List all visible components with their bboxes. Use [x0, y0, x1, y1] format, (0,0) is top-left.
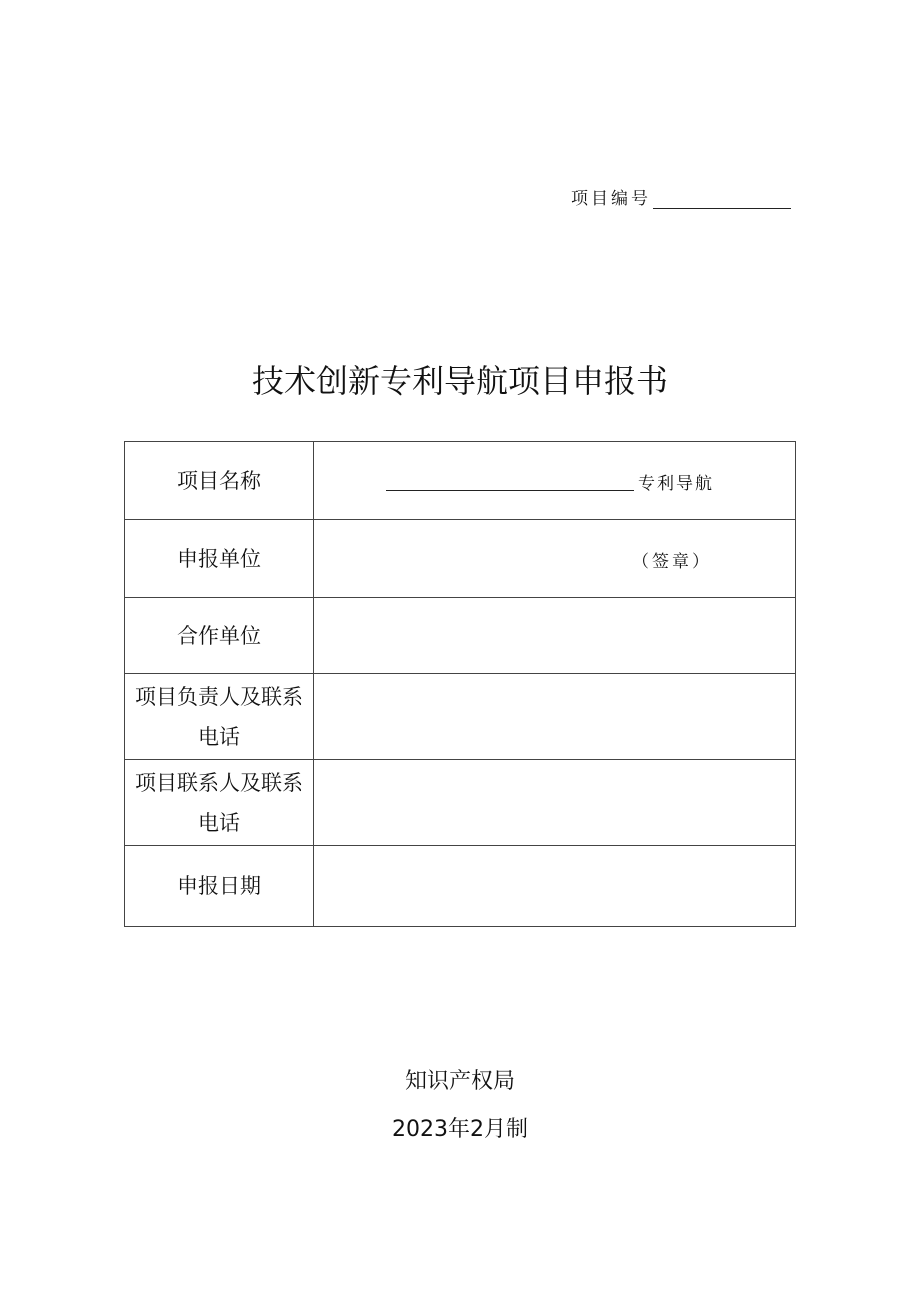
project-number — [571, 184, 791, 209]
form-row-project-contact — [125, 760, 796, 846]
form-row-partner-unit — [125, 598, 796, 674]
form-field-partner-unit[interactable] — [314, 598, 796, 674]
project-name-blank[interactable] — [386, 470, 634, 491]
project-number-label: 项目编号 — [571, 189, 651, 209]
form-row-project-leader — [125, 674, 796, 760]
form-label-partner-unit: 合作单位 — [125, 598, 314, 674]
project-name-suffix: 专利导航 — [638, 474, 714, 494]
form-field-project-contact[interactable] — [314, 760, 796, 846]
form-field-project-name[interactable] — [314, 442, 796, 520]
form-row-application-date — [125, 846, 796, 927]
form-label-application-date: 申报日期 — [125, 846, 314, 927]
issuer-name: 知识产权局 — [404, 1069, 515, 1094]
seal-note: （签章） — [632, 552, 712, 572]
issue-date: 2023年2月制 — [392, 1117, 528, 1142]
form-label-applicant-unit: 申报单位 — [125, 520, 314, 598]
form-row-applicant-unit — [125, 520, 796, 598]
form-label-project-name: 项目名称 — [125, 442, 314, 520]
project-number-field[interactable] — [653, 189, 791, 209]
form-field-project-leader[interactable] — [314, 674, 796, 760]
document-title: 技术创新专利导航项目申报书 — [251, 362, 668, 400]
application-form-table — [124, 441, 796, 927]
form-label-project-leader: 项目负责人及联系电话 — [125, 674, 314, 760]
form-label-project-contact: 项目联系人及联系电话 — [125, 760, 314, 846]
form-row-project-name — [125, 442, 796, 520]
form-field-application-date[interactable] — [314, 846, 796, 927]
form-field-applicant-unit[interactable] — [314, 520, 796, 598]
